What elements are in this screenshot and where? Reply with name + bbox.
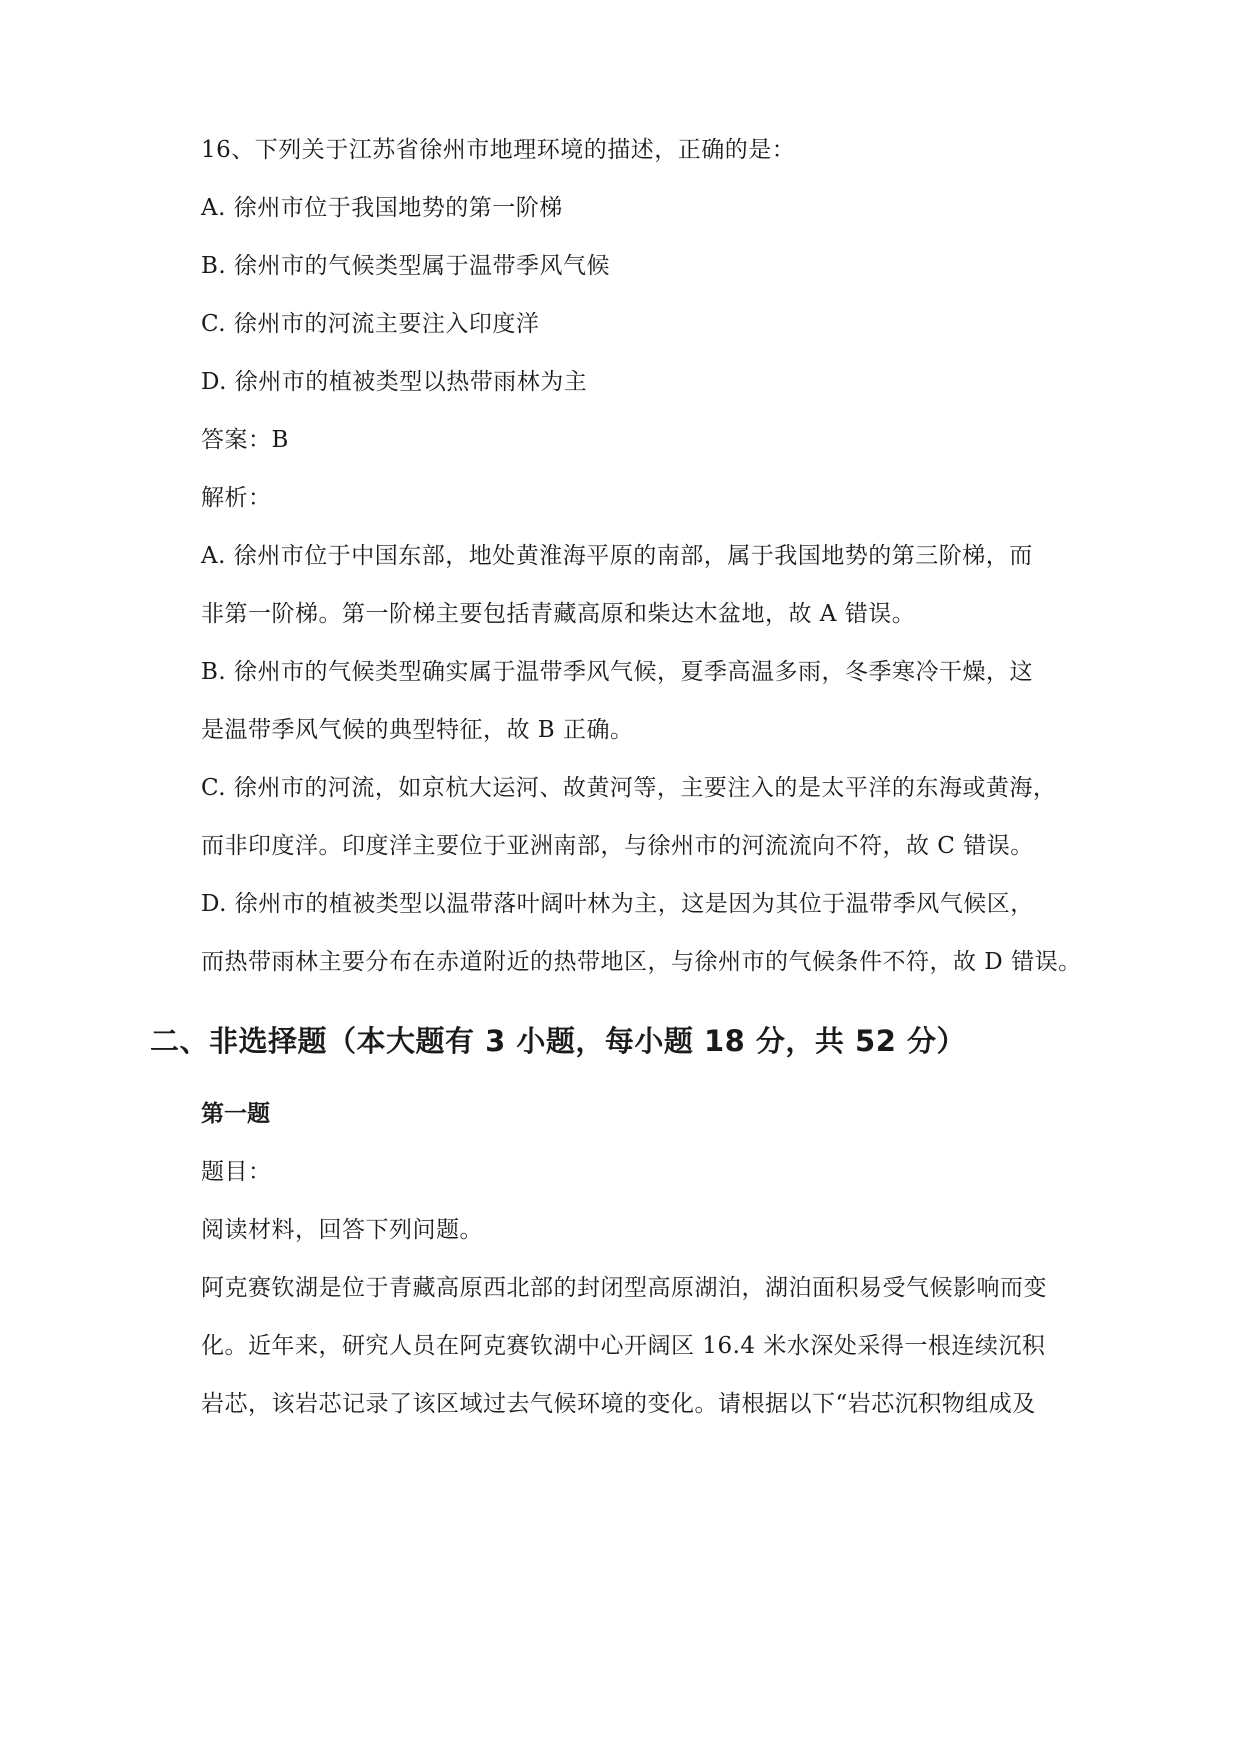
analysis-label: 解析： <box>201 485 272 511</box>
analysis-line: 而热带雨林主要分布在赤道附近的热带地区，与徐州市的气候条件不符，故 D 错误。 <box>201 949 1082 975</box>
analysis-line: 是温带季风气候的典型特征，故 B 正确。 <box>201 717 634 743</box>
analysis-line: 非第一阶梯。第一阶梯主要包括青藏高原和柴达木盆地，故 A 错误。 <box>201 601 916 627</box>
material-line: 阿克赛钦湖是位于青藏高原西北部的封闭型高原湖泊，湖泊面积易受气候影响而变 <box>201 1275 1047 1301</box>
analysis-line: B. 徐州市的气候类型确实属于温带季风气候，夏季高温多雨，冬季寒冷干燥，这 <box>201 659 1034 685</box>
option-c: C. 徐州市的河流主要注入印度洋 <box>201 311 540 337</box>
answer-line: 答案：B <box>201 427 289 453</box>
material-line: 化。近年来，研究人员在阿克赛钦湖中心开阔区 16.4 米水深处采得一根连续沉积 <box>201 1333 1046 1359</box>
material-line: 岩芯，该岩芯记录了该区域过去气候环境的变化。请根据以下“岩芯沉积物组成及 <box>201 1391 1036 1417</box>
question-label: 题目： <box>201 1159 272 1185</box>
question-instruction: 阅读材料，回答下列问题。 <box>201 1217 483 1243</box>
analysis-line: A. 徐州市位于中国东部，地处黄淮海平原的南部，属于我国地势的第三阶梯，而 <box>201 543 1033 569</box>
question-1-title: 第一题 <box>201 1101 270 1127</box>
analysis-line: C. 徐州市的河流，如京杭大运河、故黄河等，主要注入的是太平洋的东海或黄海， <box>201 775 1057 801</box>
question-16-stem: 16、下列关于江苏省徐州市地理环境的描述，正确的是： <box>201 137 796 163</box>
option-b: B. 徐州市的气候类型属于温带季风气候 <box>201 253 611 279</box>
option-a: A. 徐州市位于我国地势的第一阶梯 <box>201 195 563 221</box>
analysis-line: 而非印度洋。印度洋主要位于亚洲南部，与徐州市的河流流向不符，故 C 错误。 <box>201 833 1034 859</box>
analysis-line: D. 徐州市的植被类型以温带落叶阔叶林为主，这是因为其位于温带季风气候区， <box>201 891 1034 917</box>
section-heading: 二、非选择题（本大题有 3 小题，每小题 18 分，共 52 分） <box>150 1024 966 1058</box>
option-d: D. 徐州市的植被类型以热带雨林为主 <box>201 369 588 395</box>
